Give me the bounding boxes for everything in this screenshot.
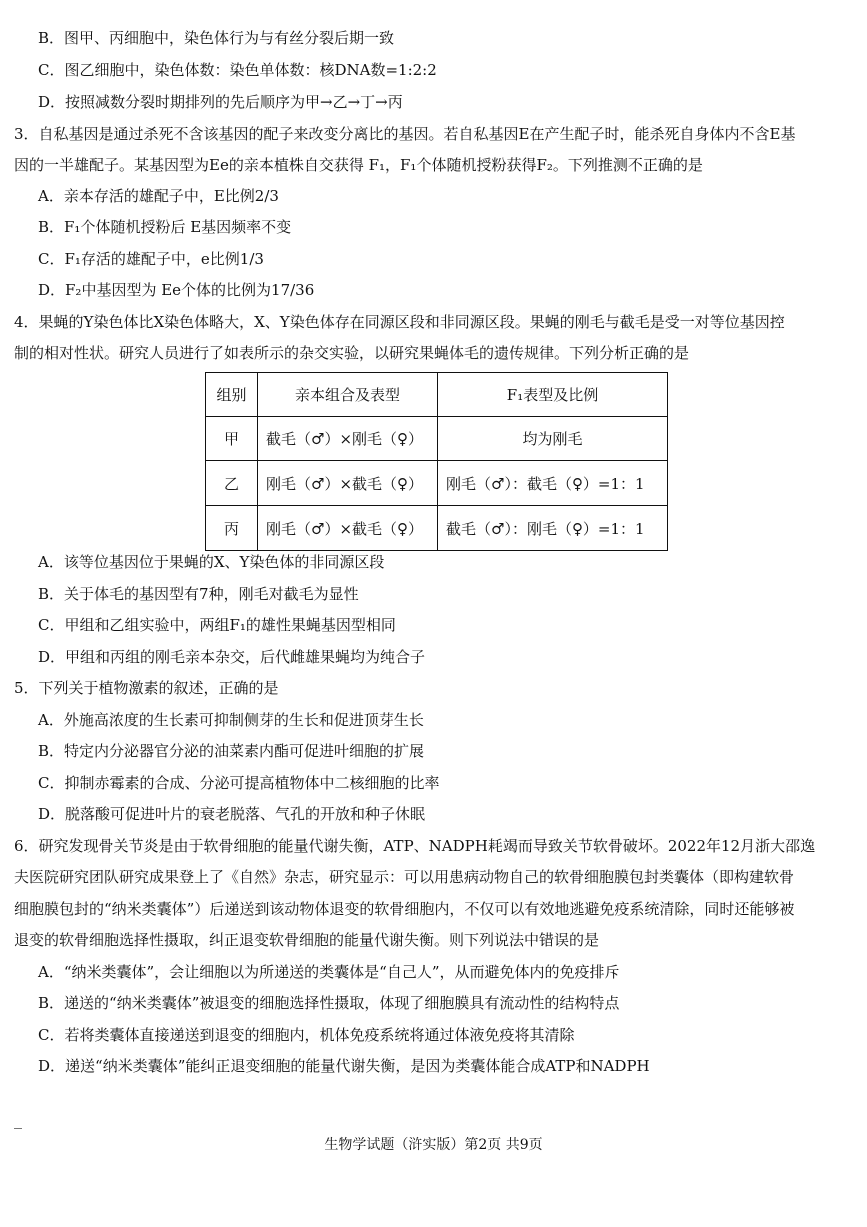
table-cell: 截毛（♂）：刚毛（♀）=1：1 [438,506,668,551]
option-c: C．若将类囊体直接递送到退变的细胞内，机体免疫系统将通过体液免疫将其清除 [38,1026,575,1044]
option-a: A．该等位基因位于果蝇的X、Y染色体的非同源区段 [38,553,385,571]
table-cell: 乙 [206,461,258,506]
option-c: C．抑制赤霉素的合成、分泌可提高植物体中二核细胞的比率 [38,774,440,792]
option-d: D．F₂中基因型为 Ee个体的比例为17/36 [38,281,315,299]
option-d: D．递送“纳米类囊体”能纠正退变细胞的能量代谢失衡，是因为类囊体能合成ATP和NADPH [38,1057,650,1075]
option-a: A．“纳米类囊体”，会让细胞以为所递送的类囊体是“自己人”，从而避免体内的免疫排斥 [38,963,620,981]
option-d: D．按照减数分裂时期排列的先后顺序为甲→乙→丁→丙 [38,93,403,111]
margin-mark [14,1128,22,1129]
option-a: A．亲本存活的雄配子中，E比例2/3 [38,187,279,205]
table-row [206,461,668,506]
table-cell: 甲 [206,417,258,461]
question-3-stem-cont: 因的一半雄配子。某基因型为Ee的亲本植株自交获得 F₁，F₁个体随机授粉获得F₂。下列推测不正确的是 [14,156,703,174]
table-row [206,506,668,551]
table-cell: 截毛（♂）×刚毛（♀） [258,417,438,461]
option-d: D．脱落酸可促进叶片的衰老脱落、气孔的开放和种子休眠 [38,805,426,823]
option-d: D．甲组和丙组的刚毛亲本杂交，后代雌雄果蝇均为纯合子 [38,648,426,666]
question-6-stem-cont: 退变的软骨细胞选择性摄取，纠正退变软骨细胞的能量代谢失衡。则下列说法中错误的是 [14,931,600,949]
question-6-stem-cont: 夫医院研究团队研究成果登上了《自然》杂志，研究显示：可以用患病动物自己的软骨细胞膜包封类囊体（即构建软骨 [14,868,795,886]
table-header: F₁表型及比例 [438,373,668,417]
table-header: 亲本组合及表型 [258,373,438,417]
question-6-stem-cont: 细胞膜包封的“纳米类囊体”）后递送到该动物体退变的软骨细胞内，不仅可以有效地逃避免疫系统清除，同时还能够被 [14,900,795,918]
option-a: A．外施高浓度的生长素可抑制侧芽的生长和促进顶芽生长 [38,711,424,729]
table-cell: 均为刚毛 [438,417,668,461]
question-4-stem: 4．果蝇的Y染色体比X染色体略大，X、Y染色体存在同源区段和非同源区段。果蝇的刚毛与截毛是受一对等位基因控 [14,313,785,331]
table-cell: 刚毛（♂）：截毛（♀）=1：1 [438,461,668,506]
option-c: C．图乙细胞中，染色体数：染色单体数：核DNA数=1:2:2 [38,61,437,79]
table-cell: 丙 [206,506,258,551]
question-5-stem: 5．下列关于植物激素的叙述，正确的是 [14,679,279,697]
option-c: C．甲组和乙组实验中，两组F₁的雄性果蝇基因型相同 [38,616,396,634]
option-b: B．特定内分泌器官分泌的油菜素内酯可促进叶细胞的扩展 [38,742,425,760]
table-header: 组别 [206,373,258,417]
question-4-stem-cont: 制的相对性状。研究人员进行了如表所示的杂交实验，以研究果蝇体毛的遗传规律。下列分析正确的是 [14,344,690,362]
table-cell: 刚毛（♂）×截毛（♀） [258,506,438,551]
option-b: B．F₁个体随机授粉后 E基因频率不变 [38,218,292,236]
table-row [206,417,668,461]
option-b: B．递送的“纳米类囊体”被退变的细胞选择性摄取，体现了细胞膜具有流动性的结构特点 [38,994,620,1012]
table-cell: 刚毛（♂）×截毛（♀） [258,461,438,506]
table-header-row [206,373,668,417]
option-b: B．关于体毛的基因型有7种，刚毛对截毛为显性 [38,585,359,603]
option-b: B．图甲、丙细胞中，染色体行为与有丝分裂后期一致 [38,29,395,47]
option-c: C．F₁存活的雄配子中，e比例1/3 [38,250,264,268]
question-3-stem: 3．自私基因是通过杀死不含该基因的配子来改变分离比的基因。若自私基因E在产生配子时，能杀死自身体内不含E基 [14,125,796,143]
cross-experiment-table [205,372,668,551]
question-6-stem: 6．研究发现骨关节炎是由于软骨细胞的能量代谢失衡，ATP、NADPH耗竭而导致关节软骨破坏。2022年12月浙大邵逸 [14,837,816,855]
page-footer: 生物学试题（浒实版）第2页 共9页 [324,1137,543,1153]
